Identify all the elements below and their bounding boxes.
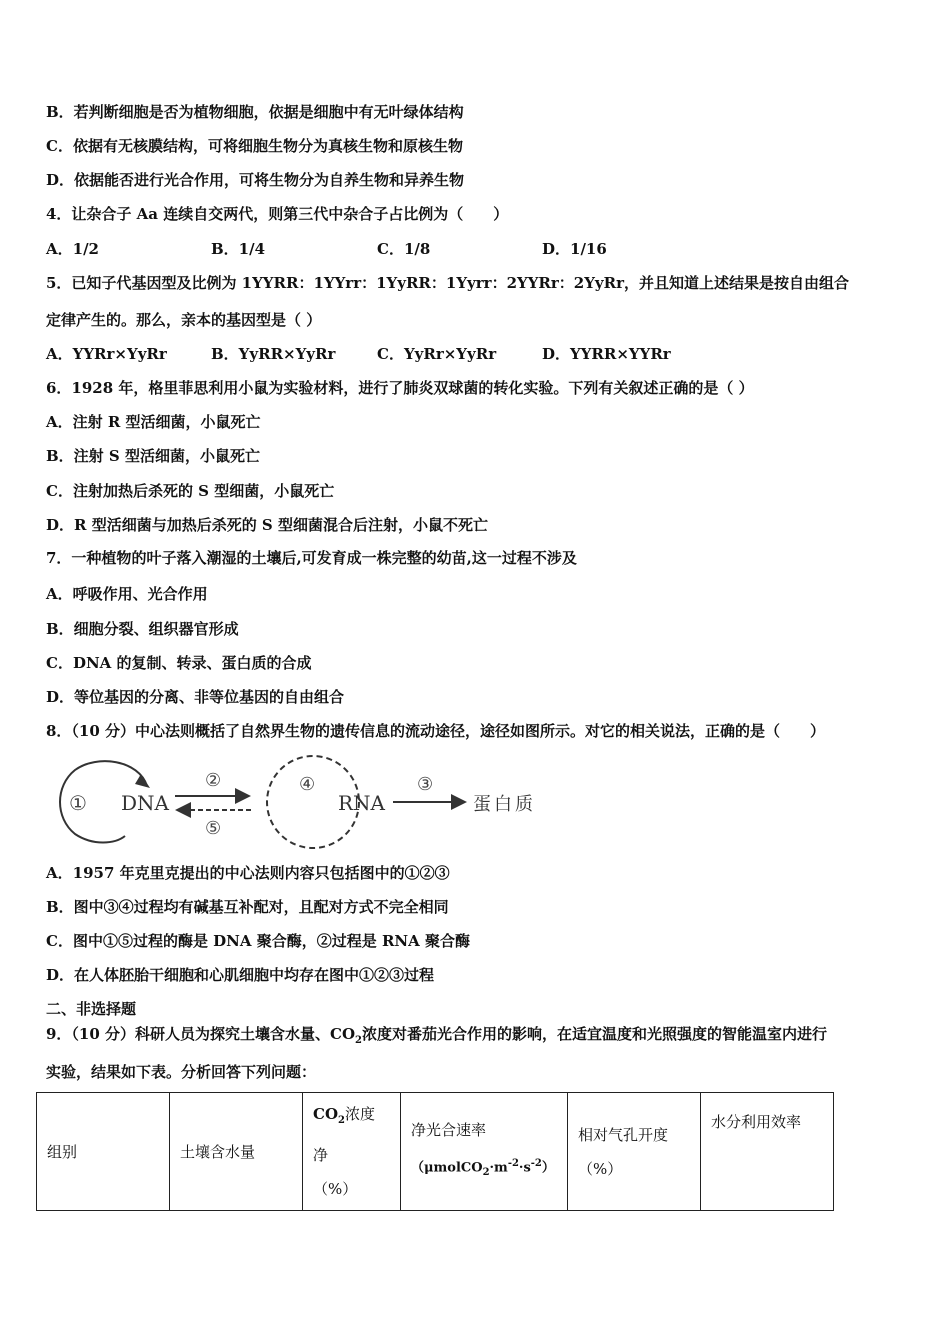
header-water-text: 水分利用效率 bbox=[711, 1113, 802, 1131]
q9-text-part1: 9．（10 分）科研人员为探究土壤含水量、CO bbox=[46, 1025, 356, 1043]
header-water-use-efficiency bbox=[701, 1093, 834, 1211]
header-net-photosynthesis bbox=[401, 1093, 568, 1211]
header-rate-line2: $(\mu molCO_2\cdot m^{-2}\cdot s^{-2})$ bbox=[411, 1158, 555, 1178]
q9-co2-subscript: 2 bbox=[355, 1035, 363, 1046]
q7-option-c: C．DNA 的复制、转录、蛋白质的合成 bbox=[46, 654, 312, 672]
header-group-text: 组别 bbox=[47, 1142, 78, 1161]
q9-stem-line1 bbox=[46, 1024, 827, 1051]
label-circled-1: ① bbox=[69, 791, 87, 815]
q8-option-c: C．图中①⑤过程的酶是 DNA 聚合酶，②过程是 RNA 聚合酶 bbox=[46, 932, 471, 950]
table-header-row bbox=[37, 1093, 834, 1211]
header-soil-water-text: 土壤含水量 bbox=[180, 1142, 256, 1161]
q5-option-b: B．YyRR×YyRr bbox=[211, 345, 336, 363]
q3-option-b: B．若判断细胞是否为植物细胞，依据是细胞中有无叶绿体结构 bbox=[46, 103, 464, 121]
q8-option-d: D．在人体胚胎干细胞和心肌细胞中均存在图中①②③过程 bbox=[46, 966, 435, 984]
section-heading-non-choice: 二、非选择题 bbox=[46, 1000, 137, 1018]
q4-option-d: D．1/16 bbox=[542, 240, 607, 258]
label-circled-5: ⑤ bbox=[205, 818, 222, 839]
header-co2-line1: $CO_2$浓度 bbox=[313, 1105, 375, 1126]
header-co2 bbox=[303, 1093, 401, 1211]
central-dogma-diagram bbox=[55, 752, 555, 852]
label-protein: 蛋白质 bbox=[473, 794, 536, 815]
header-stoma-line1: 相对气孔开度 bbox=[578, 1125, 669, 1144]
q7-option-a: A．呼吸作用、光合作用 bbox=[46, 585, 208, 603]
q5-stem-line1: 5．已知子代基因型及比例为 1YYRR：1YYrr：1YyRR：1Yyrr：2YYRr：2YyRr，并且知道上述结果是按自由组合 bbox=[46, 274, 850, 292]
q5-option-c: C．YyRr×YyRr bbox=[377, 345, 497, 363]
q6-option-d: D．R 型活细菌与加热后杀死的 S 型细菌混合后注射，小鼠不死亡 bbox=[46, 516, 488, 534]
header-rate-line1: 净光合速率 bbox=[411, 1121, 487, 1140]
q9-text-part2: 浓度对番茄光合作用的影响，在适宜温度和光照强度的智能温室内进行 bbox=[362, 1025, 828, 1043]
q6-stem: 6．1928 年，格里菲思利用小鼠为实验材料，进行了肺炎双球菌的转化实验。下列有关叙述正确的是（ ） bbox=[46, 379, 754, 397]
q4-option-b: B．1/4 bbox=[211, 240, 266, 258]
q4-option-c: C．1/8 bbox=[377, 240, 431, 258]
q3-option-c: C．依据有无核膜结构，可将细胞生物分为真核生物和原核生物 bbox=[46, 137, 463, 155]
label-dna: DNA bbox=[121, 791, 169, 815]
q8-stem: 8．（10 分）中心法则概括了自然界生物的遗传信息的流动途径，途径如图所示。对它的相关说法，正确的是（ ） bbox=[46, 722, 826, 740]
q8-option-a: A．1957 年克里克提出的中心法则内容只包括图中的①②③ bbox=[46, 864, 450, 882]
q6-option-b: B．注射 S 型活细菌，小鼠死亡 bbox=[46, 447, 260, 465]
header-soil-water bbox=[170, 1093, 303, 1211]
q5-stem-line2: 定律产生的。那么，亲本的基因型是（ ） bbox=[46, 311, 322, 329]
label-circled-2: ② bbox=[205, 770, 222, 791]
q5-option-a: A．YYRr×YyRr bbox=[46, 345, 167, 363]
q8-option-b: B．图中③④过程均有碱基互补配对，且配对方式不完全相同 bbox=[46, 898, 449, 916]
q9-results-table bbox=[36, 1092, 834, 1211]
q5-option-d: D．YYRR×YYRr bbox=[542, 345, 671, 363]
header-co2-line3: （%） bbox=[313, 1180, 358, 1198]
q4-stem: 4．让杂合子 Aa 连续自交两代，则第三代中杂合子占比例为（ ） bbox=[46, 205, 509, 223]
q7-option-b: B．细胞分裂、组织器官形成 bbox=[46, 620, 239, 638]
q7-stem: 7．一种植物的叶子落入潮湿的土壤后,可发育成一株完整的幼苗,这一过程不涉及 bbox=[46, 549, 577, 567]
header-co2-line2: 净 bbox=[313, 1146, 329, 1164]
label-circled-3: ③ bbox=[417, 774, 434, 795]
q7-option-d: D．等位基因的分离、非等位基因的自由组合 bbox=[46, 688, 345, 706]
label-rna: RNA bbox=[338, 791, 386, 815]
header-stomatal-opening bbox=[568, 1093, 701, 1211]
q9-stem-line2: 实验，结果如下表。分析回答下列问题： bbox=[46, 1063, 317, 1081]
header-stoma-line2: （%） bbox=[578, 1159, 623, 1178]
q6-option-a: A．注射 R 型活细菌，小鼠死亡 bbox=[46, 413, 261, 431]
q3-option-d: D．依据能否进行光合作用，可将生物分为自养生物和异养生物 bbox=[46, 171, 465, 189]
label-circled-4: ④ bbox=[299, 774, 316, 795]
q6-option-c: C．注射加热后杀死的 S 型细菌，小鼠死亡 bbox=[46, 482, 335, 500]
q4-option-a: A．1/2 bbox=[46, 240, 99, 258]
header-group bbox=[37, 1093, 170, 1211]
